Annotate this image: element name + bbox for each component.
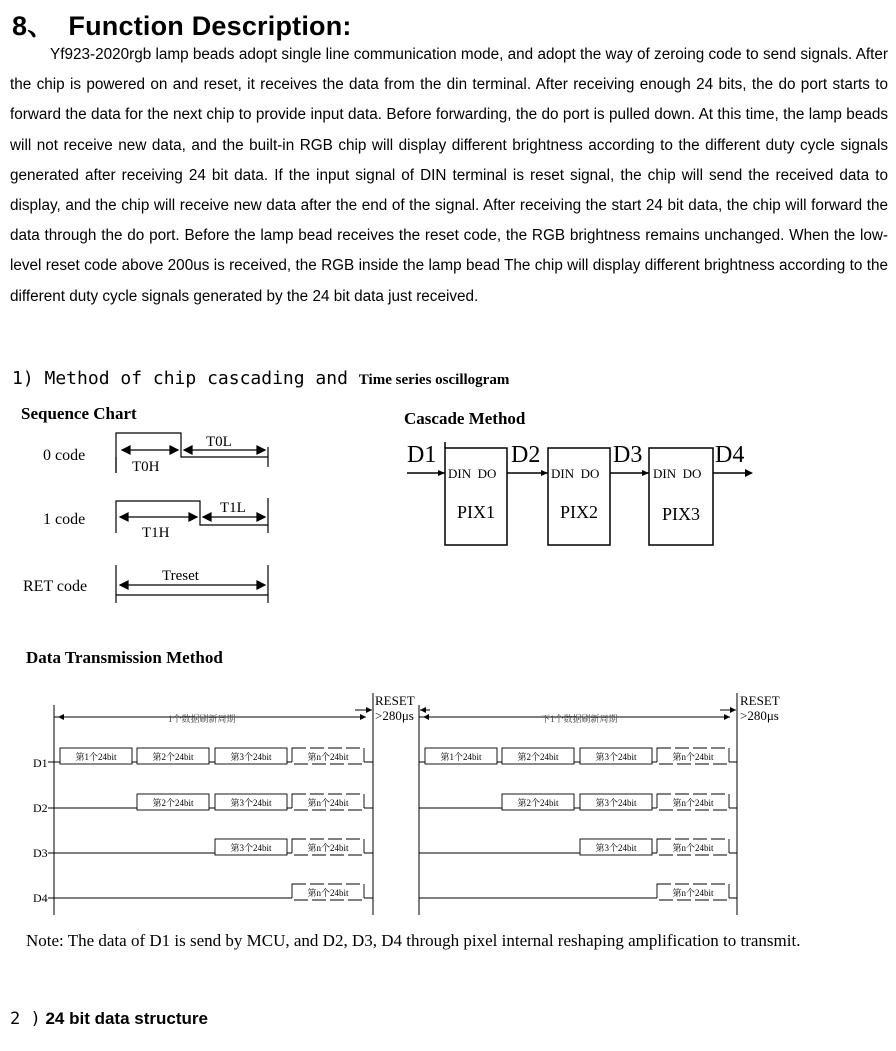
node-d2: D2 — [511, 442, 541, 468]
bit-block-label: 第2个24bit — [517, 798, 559, 808]
bit-block-label: 第n个24bit — [307, 843, 349, 853]
node-d1: D1 — [407, 442, 437, 468]
pix3-name: PIX3 — [662, 504, 701, 524]
subsection-1-prefix: 1) Method of chip cascading and — [12, 368, 348, 389]
bit-block-label: 第n个24bit — [672, 752, 714, 762]
t1l-label: T1L — [220, 500, 246, 516]
pix1-pins: DIN DO — [448, 466, 497, 481]
bit-block-label: 第n个24bit — [672, 888, 714, 898]
pix1-chip — [445, 448, 507, 545]
bit-blocks — [60, 748, 729, 900]
refresh-period-1: 1个数据刷新周期 — [168, 714, 236, 724]
bit-block-label: 第1个24bit — [75, 752, 117, 762]
pix2-pins: DIN DO — [551, 466, 600, 481]
pix3-chip — [649, 448, 713, 545]
bit-block-label: 第n个24bit — [672, 843, 714, 853]
section-title: Function Description: — [68, 11, 352, 41]
reset-label-1: RESET — [375, 693, 415, 708]
t0h-label: T0H — [132, 459, 160, 475]
node-d3: D3 — [613, 442, 643, 468]
pix1-name: PIX1 — [457, 502, 496, 522]
line-d1: D1 — [33, 756, 48, 770]
t1h-label: T1H — [142, 525, 170, 541]
bit-block-label: 第n个24bit — [307, 888, 349, 898]
reset-time-1: >280μs — [375, 708, 414, 723]
data-transmission-diagram — [0, 640, 896, 920]
cascade-title: Cascade Method — [404, 409, 526, 428]
subsection-2-heading — [10, 1009, 208, 1029]
t0l-label: T0L — [206, 434, 232, 450]
bit-block-label: 第3个24bit — [595, 843, 637, 853]
code-0-label: 0 code — [43, 447, 86, 464]
sequence-chart — [0, 395, 300, 615]
pix2-chip — [548, 448, 610, 545]
bit-block-label: 第2个24bit — [517, 752, 559, 762]
section-number: 8、 — [12, 11, 55, 41]
refresh-period-2: 下1个数据刷新周期 — [541, 714, 618, 724]
sequence-chart-title: Sequence Chart — [21, 404, 137, 423]
bit-block-label: 第2个24bit — [152, 752, 194, 762]
treset-label: Treset — [162, 568, 199, 584]
subsection-2-title: 24 bit data structure — [45, 1009, 208, 1028]
line-d3: D3 — [33, 846, 48, 860]
ret-code-label: RET code — [23, 578, 88, 595]
bit-block-label: 第n个24bit — [672, 798, 714, 808]
reset-label-2: RESET — [740, 693, 780, 708]
note: Note: The data of D1 is send by MCU, and D2, D3, D4 through pixel internal reshaping amplification to transmit. — [26, 931, 801, 950]
bit-block-label: 第1个24bit — [440, 752, 482, 762]
bit-block-label: 第3个24bit — [595, 752, 637, 762]
node-d4: D4 — [715, 442, 745, 468]
cascade-diagram — [395, 400, 775, 560]
code-1-label: 1 code — [43, 511, 86, 528]
data-transmission-title: Data Transmission Method — [26, 648, 223, 667]
line-d2: D2 — [33, 801, 48, 815]
description-text: Yf923-2020rgb lamp beads adopt single line communication mode, and adopt the way of zeroing code to send signals. After the chip is powered on and reset, it receives the data from the din terminal. After receiving enough 24 bits, the do port starts to forward the data for the next chip to provide input data. Before forwarding, the do port is pulled down. At this time, the lamp beads will not receive new data, and the built-in RGB chip will display different brightness according to the different duty cycle signals generated after receiving 24 bit data. If the input signal of DIN terminal is reset signal, the chip will send the received data to display, and the chip will receive new data after the end of the signal. After receiving the start 24 bit data, the chip will forward the data through the do port. Before the lamp bead receives the reset code, the RGB brightness remains unchanged. When the low-level reset code above 200us is received, the RGB inside the lamp bead The chip will display different brightness according to the different duty cycle signals generated by the 24 bit data just received. — [10, 46, 888, 305]
line-d4: D4 — [33, 891, 48, 905]
bit-block-label: 第3个24bit — [230, 798, 272, 808]
pix2-name: PIX2 — [560, 502, 599, 522]
bit-block-label: 第3个24bit — [230, 843, 272, 853]
bit-block-label: 第3个24bit — [230, 752, 272, 762]
subsection-2-prefix: 2 ) — [10, 1009, 41, 1029]
section-heading — [12, 4, 352, 43]
pix3-pins: DIN DO — [653, 466, 702, 481]
bit-block-label: 第n个24bit — [307, 752, 349, 762]
description-paragraph — [10, 40, 888, 312]
reset-time-2: >280μs — [740, 708, 779, 723]
bit-block-label: 第n个24bit — [307, 798, 349, 808]
bit-block-label: 第3个24bit — [595, 798, 637, 808]
subsection-1-heading — [12, 368, 509, 389]
bit-block-label: 第2个24bit — [152, 798, 194, 808]
subsection-1-bold: Time series oscillogram — [358, 372, 510, 388]
